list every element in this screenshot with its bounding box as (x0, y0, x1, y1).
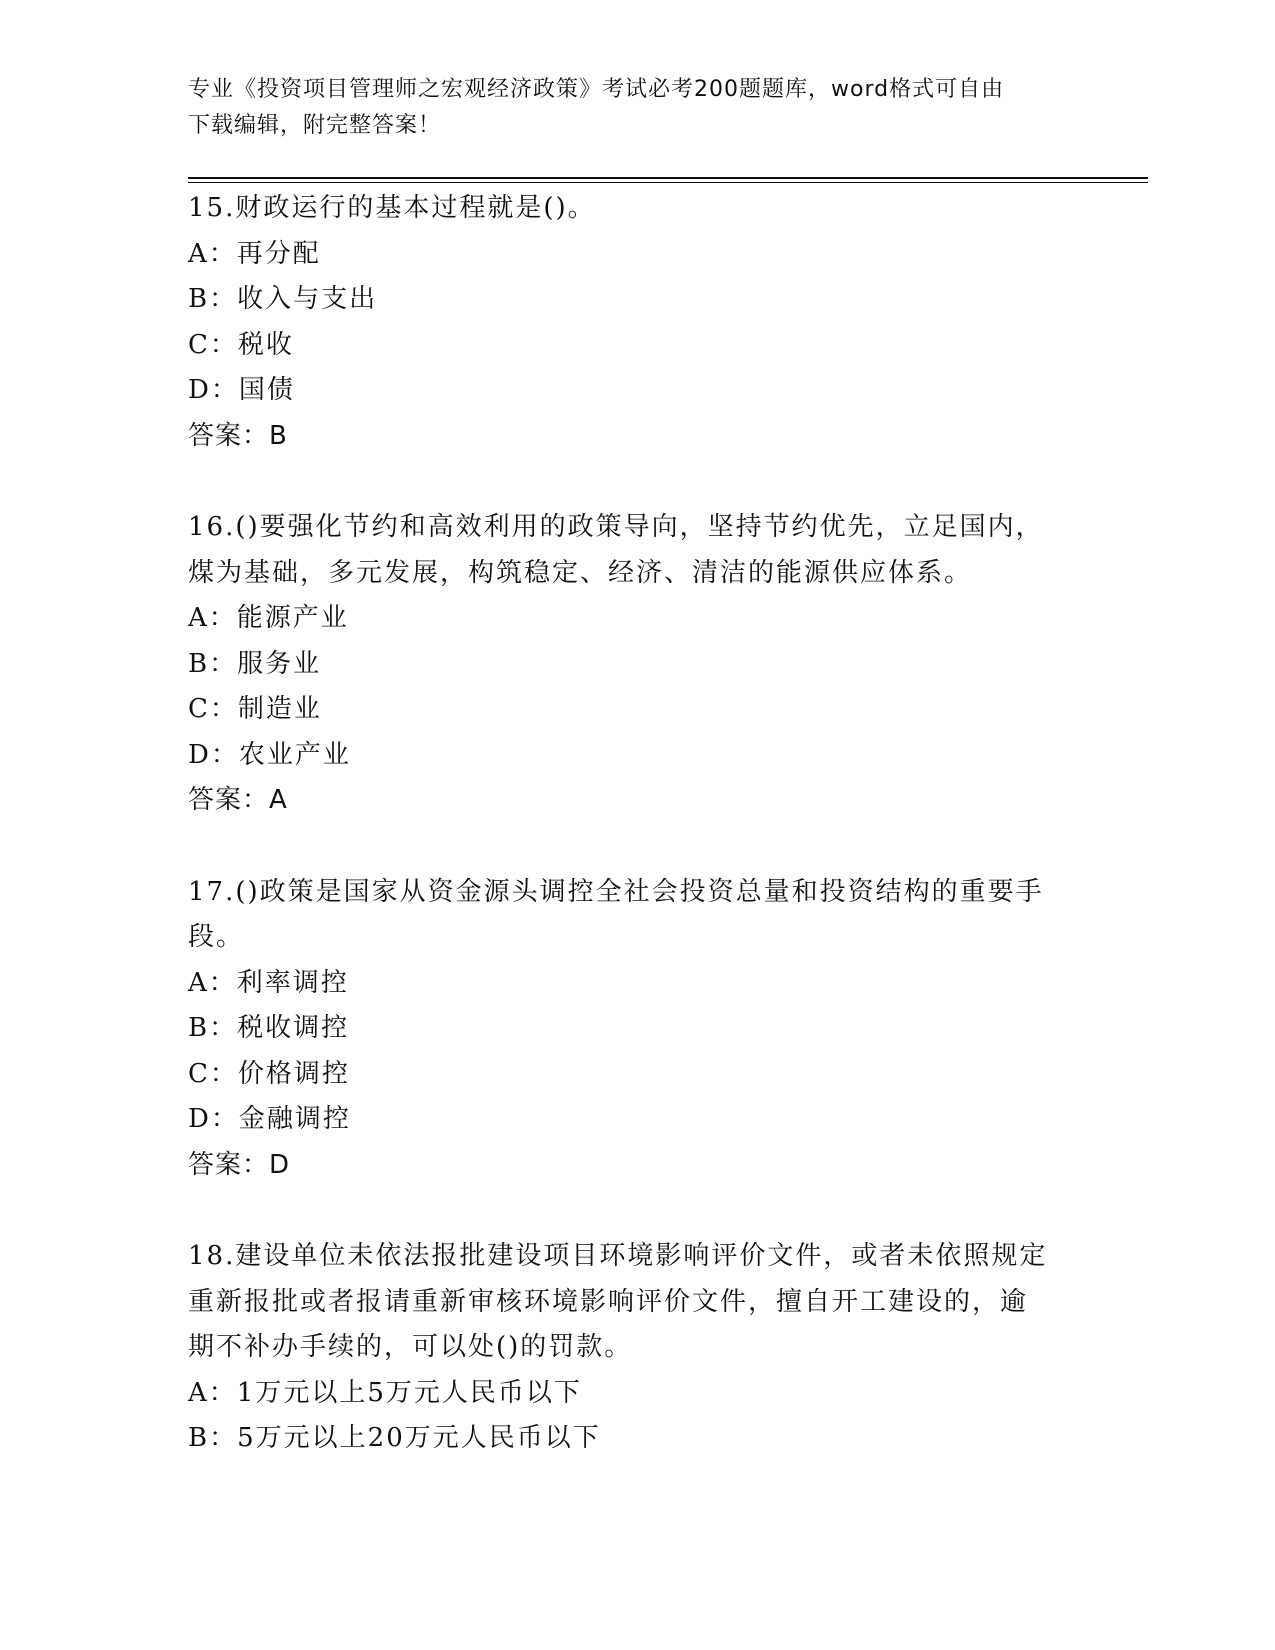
answer-label: 答案：A (188, 785, 288, 815)
header-line-1: 专业《投资项目管理师之宏观经济政策》考试必考200题题库，word格式可自由 (188, 77, 1005, 102)
header-rule-thin (188, 182, 1148, 183)
option-a: A：能源产业 (188, 603, 349, 633)
option-d: D：农业产业 (188, 739, 351, 770)
question-stem-line-1: 16.()要强化节约和高效利用的政策导向，坚持节约优先，立足国内， (188, 512, 1044, 542)
question-stem: 15.财政运行的基本过程就是()。 (188, 193, 596, 223)
question-17 (188, 870, 1088, 1189)
header-line-2: 下载编辑，附完整答案！ (188, 113, 442, 138)
option-c: C：价格调控 (188, 1058, 350, 1089)
question-list (188, 186, 1088, 1508)
question-stem-line-3: 期不补办手续的，可以处()的罚款。 (188, 1332, 633, 1362)
option-b: B：服务业 (188, 648, 322, 679)
option-a: A：1万元以上5万元人民币以下 (188, 1377, 582, 1408)
option-b: B：5万元以上20万元人民币以下 (188, 1423, 601, 1453)
option-b: B：税收调控 (188, 1013, 350, 1043)
option-d: D：金融调控 (188, 1104, 351, 1134)
document-header (188, 72, 1088, 144)
question-stem-line-1: 18.建设单位未依法报批建设项目环境影响评价文件，或者未依照规定 (188, 1241, 1048, 1271)
option-c: C：税收 (188, 329, 294, 360)
question-stem-line-1: 17.()政策是国家从资金源头调控全社会投资总量和投资结构的重要手 (188, 876, 1044, 907)
option-a: A：利率调控 (188, 967, 349, 998)
question-stem-line-2: 重新报批或者报请重新审核环境影响评价文件，擅自开工建设的，逾 (188, 1286, 1029, 1317)
answer-label: 答案：D (188, 1149, 291, 1180)
question-16 (188, 505, 1088, 824)
question-stem-line-2: 段。 (188, 922, 245, 952)
question-stem-line-2: 煤为基础，多元发展，构筑稳定、经济、清洁的能源供应体系。 (188, 557, 973, 588)
option-b: B：收入与支出 (188, 284, 378, 314)
header-rule-thick (188, 177, 1148, 179)
answer-label: 答案：B (188, 420, 288, 451)
question-18 (188, 1234, 1088, 1462)
option-c: C：制造业 (188, 694, 322, 724)
option-a: A：再分配 (188, 238, 321, 269)
question-15 (188, 186, 1088, 459)
option-d: D：国债 (188, 375, 295, 405)
